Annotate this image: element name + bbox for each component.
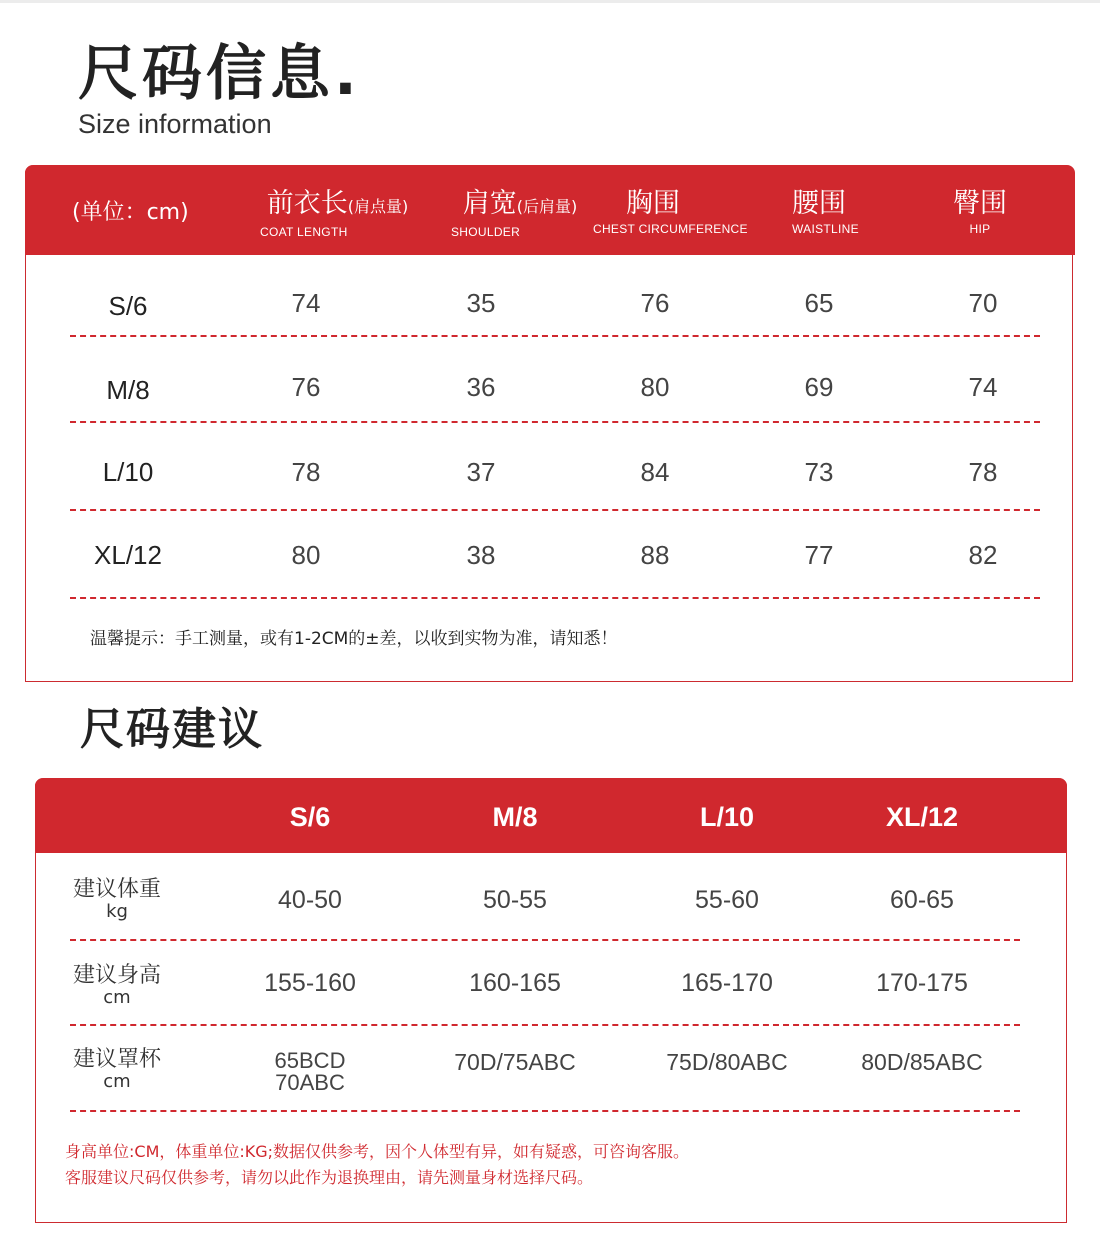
suggest-col-xl: XL/12 [885,802,959,832]
size-label: M/8 [106,375,150,405]
row-divider [70,597,1040,599]
value-coat-length: 76 [291,372,321,402]
table-row [25,525,1075,585]
row-label-weight [62,877,172,921]
col-header-coat-length [250,187,425,240]
value-hip: 82 [968,540,998,570]
measurement-note: 温馨提示：手工测量，或有1-2CM的±差，以收到实物为准，请知悉！ [90,629,618,649]
page-subtitle: Size information [78,109,272,139]
col-header-cn: 肩宽 [462,188,517,219]
row-label-unit: cm [103,987,131,1008]
row-label-text: 建议罩杯 [72,1047,161,1072]
col-header-waist [775,187,875,237]
row-divider [70,421,1040,423]
value-shoulder: 38 [466,540,496,570]
row-label-text: 建议身高 [72,963,161,988]
value-waist: 65 [804,288,834,318]
cup-value: 75D/80ABC [666,1049,788,1075]
row-divider [70,1110,1020,1112]
weight-value: 55-60 [695,886,759,914]
col-header-note: (肩点量) [347,197,409,216]
weight-value: 50-55 [483,886,547,914]
height-value: 170-175 [876,969,968,997]
suggest-col-m: M/8 [492,802,538,832]
row-divider [70,1024,1020,1026]
value-hip: 70 [968,288,998,318]
weight-value: 40-50 [278,886,342,914]
col-header-note: (后肩量) [516,197,578,216]
value-coat-length: 80 [291,540,321,570]
disclaimer-note: 客服建议尺码仅供参考，请勿以此作为退换理由，请先测量身材选择尺码。 [65,1168,594,1187]
size-label: S/6 [108,291,148,321]
suggest-col-s: S/6 [289,802,331,832]
height-value: 155-160 [264,969,356,997]
row-label-unit: kg [106,901,128,922]
row-divider [70,335,1040,337]
value-chest: 84 [640,457,670,487]
col-header-cn: 前衣长 [266,188,348,219]
value-coat-length: 78 [291,457,321,487]
unit-label: (单位：cm) [72,200,189,225]
value-hip: 74 [968,372,998,402]
size-label: XL/12 [94,540,162,570]
suggest-col-l: L/10 [699,802,755,832]
weight-value: 60-65 [890,886,954,914]
cup-value: 65BCD 70ABC [274,1048,346,1095]
height-value: 160-165 [469,969,561,997]
value-waist: 73 [804,457,834,487]
value-shoulder: 36 [466,372,496,402]
value-shoulder: 37 [466,457,496,487]
section-title: 尺码建议 [80,704,264,755]
height-value: 165-170 [681,969,773,997]
value-coat-length: 74 [291,288,321,318]
row-divider [70,939,1020,941]
top-divider [0,0,1100,3]
col-header-cn: 胸围 [626,188,680,219]
col-header-en: HIP [969,222,991,236]
row-label-text: 建议体重 [72,877,161,902]
table-row [25,357,1075,417]
cup-value: 70D/75ABC [454,1049,576,1075]
value-waist: 69 [804,372,834,402]
col-header-cn: 腰围 [792,188,846,219]
size-label: L/10 [102,457,154,487]
row-divider [70,509,1040,511]
disclaimer-note: 身高单位:CM，体重单位:KG;数据仅供参考，因个人体型有异，如有疑惑，可咨询客服。 [65,1142,690,1161]
col-header-shoulder [445,187,595,240]
value-chest: 88 [640,540,670,570]
col-header-en: WAISTLINE [792,222,859,236]
col-header-en: COAT LENGTH [260,225,348,239]
page-title: 尺码信息. [78,39,361,109]
table-row [25,273,1075,333]
col-header-en: CHEST CIRCUMFERENCE [593,222,748,236]
value-chest: 80 [640,372,670,402]
col-header-cn: 臀围 [953,188,1007,219]
row-label-cup [62,1047,172,1091]
cup-value: 80D/85ABC [861,1049,983,1075]
value-hip: 78 [968,457,998,487]
value-shoulder: 35 [466,288,496,318]
value-waist: 77 [804,540,834,570]
col-header-hip [930,187,1030,237]
col-header-en: SHOULDER [451,225,521,239]
row-label-unit: cm [103,1071,131,1092]
table-row [25,442,1075,502]
value-chest: 76 [640,288,670,318]
row-label-height [62,963,172,1007]
col-header-chest [585,187,748,237]
